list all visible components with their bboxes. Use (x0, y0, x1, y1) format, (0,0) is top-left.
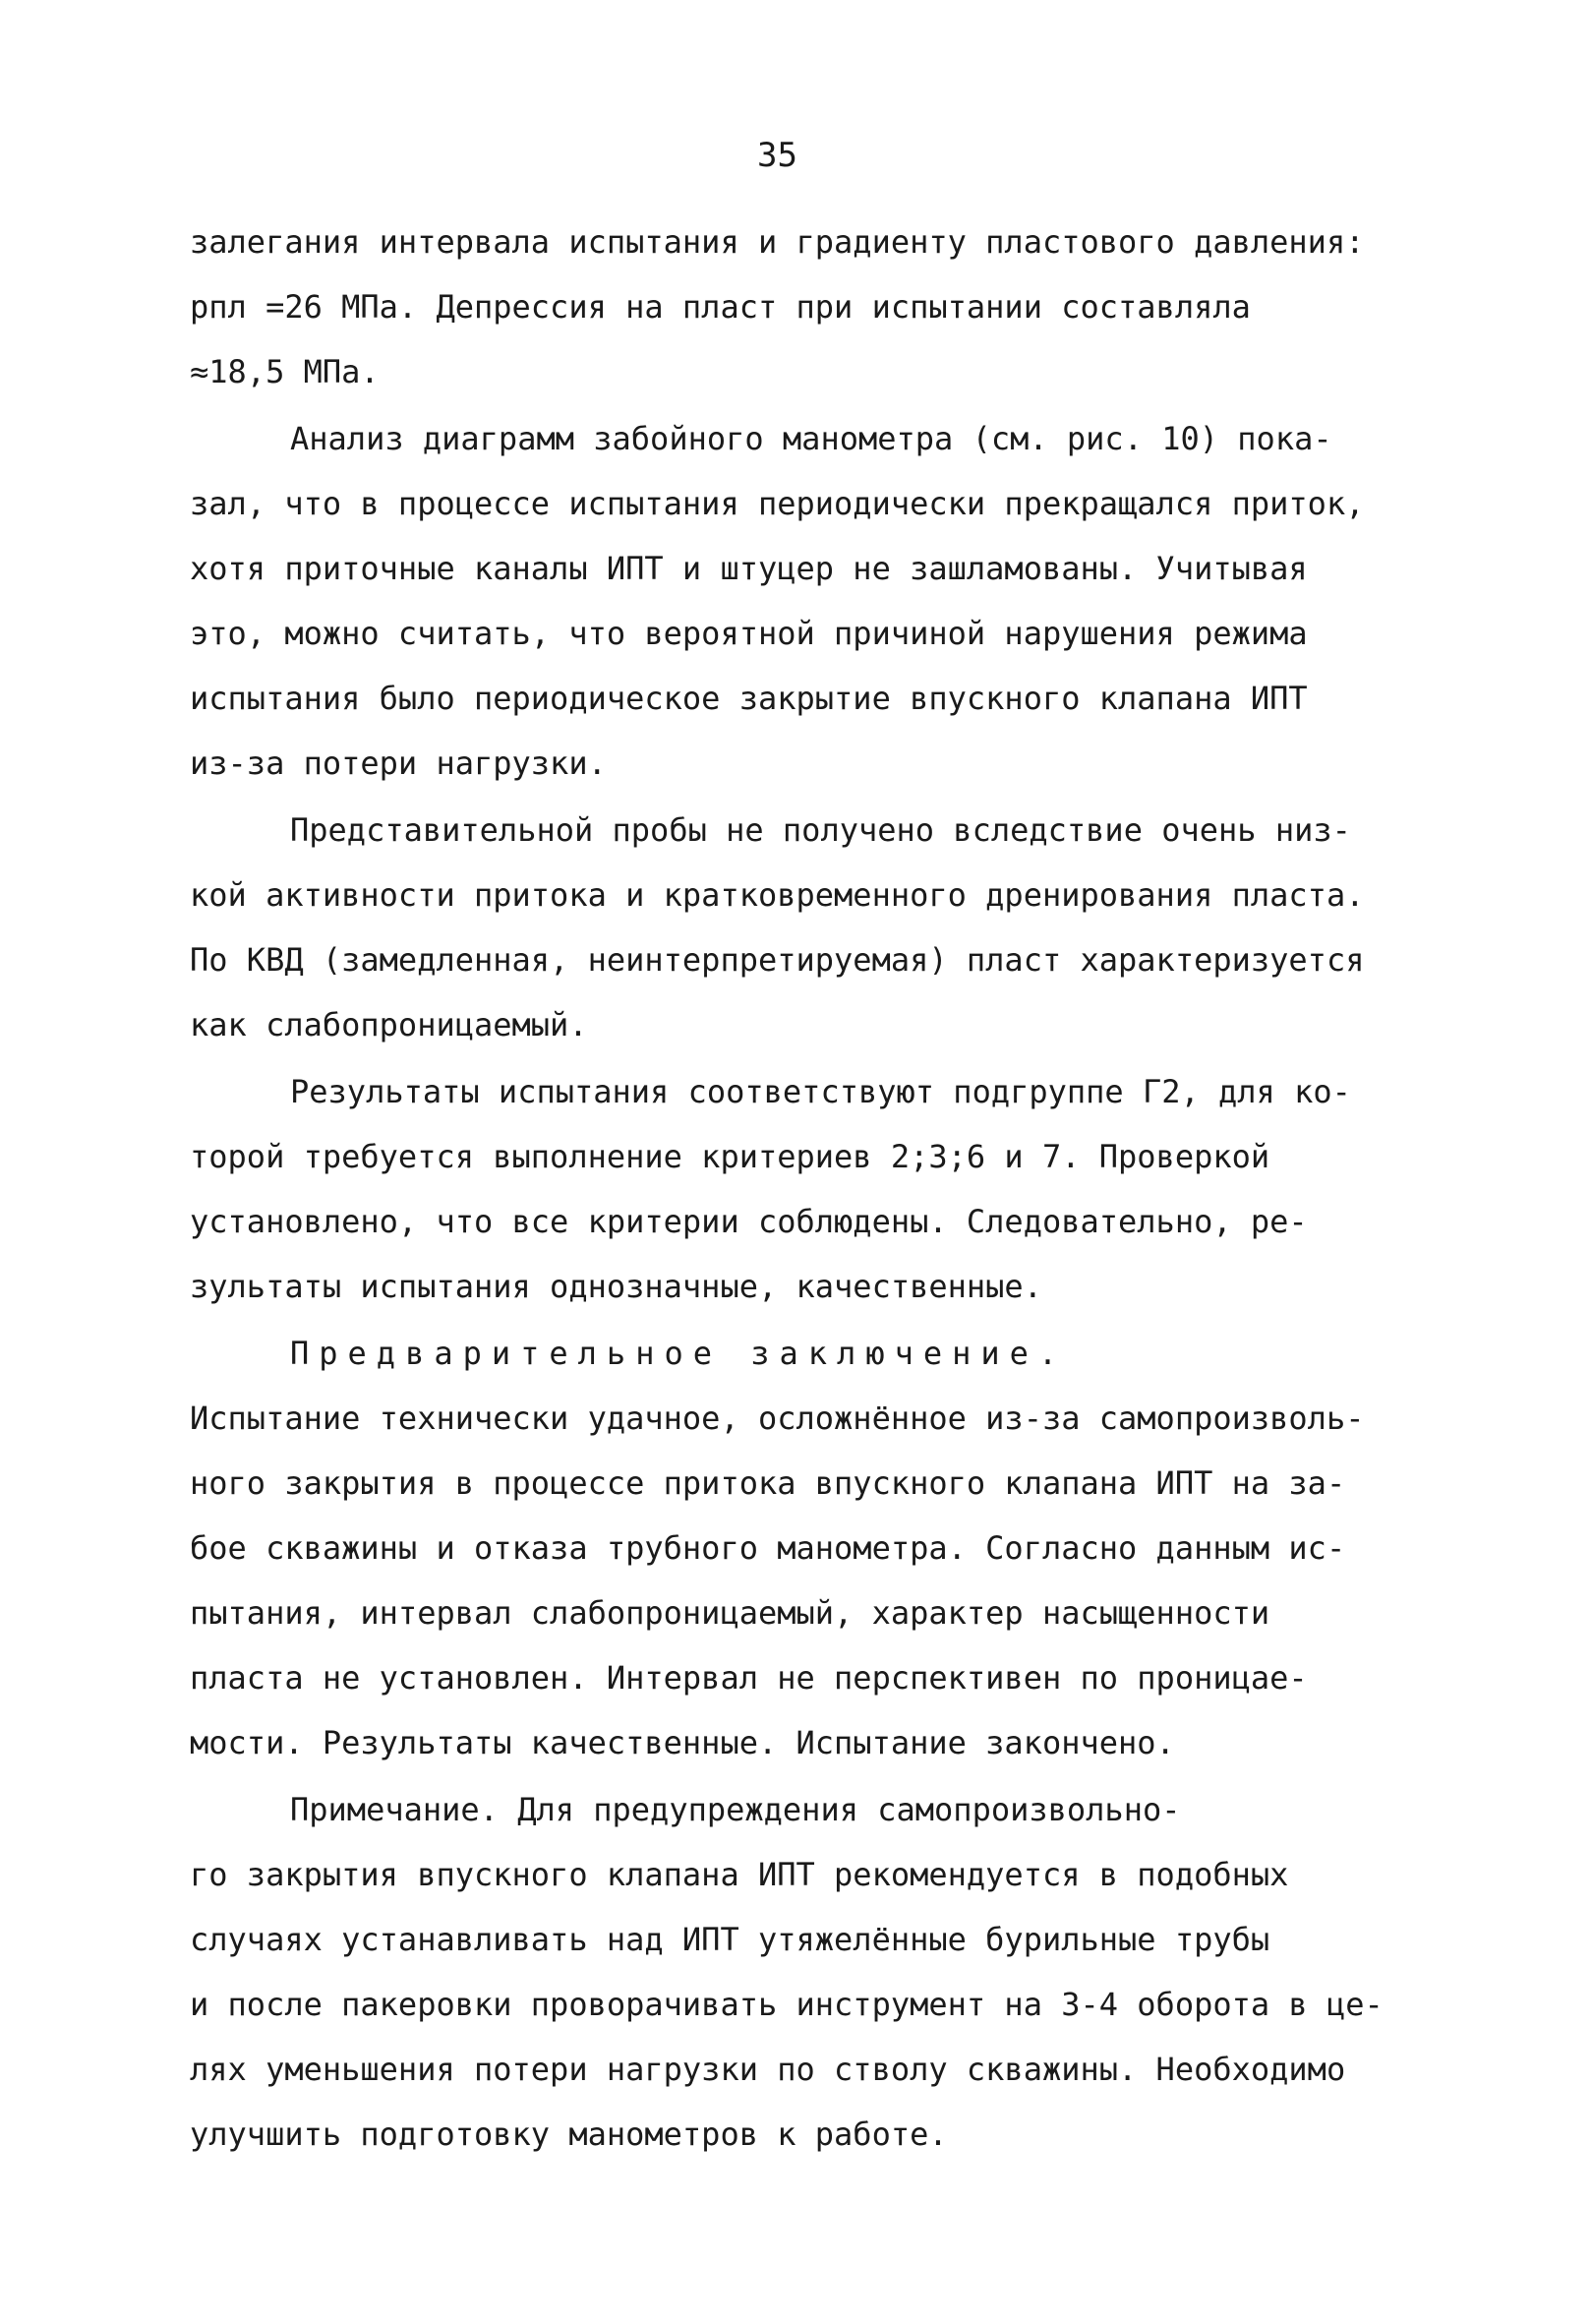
text-line: как слабопроницаемый. (190, 1006, 588, 1043)
text-line: зал, что в процессе испытания периодически прекращался приток, (190, 485, 1365, 522)
text-line: Анализ диаграмм забойного манометра (см. рис. 10) пока- (290, 420, 1332, 457)
text-line: зультаты испытания однозначные, качественные. (190, 1268, 1042, 1305)
text-line: ного закрытия в процессе притока впускного клапана ИПТ на за- (190, 1464, 1346, 1502)
text-line: и после пакеровки проворачивать инструмент на 3-4 оборота в це- (190, 1986, 1384, 2023)
text-line: торой требуется выполнение критериев 2;3;6 и 7. Проверкой (190, 1138, 1270, 1175)
text-line: хотя приточные каналы ИПТ и штуцер не зашламованы. Учитывая (190, 550, 1308, 587)
text-line: pпл =26 МПа. Депрессия на пласт при испытании составляла (190, 288, 1251, 326)
text-line: го закрытия впускного клапана ИПТ рекомендуется в подобных (190, 1856, 1289, 1893)
text-line: лях уменьшения потери нагрузки по стволу скважины. Необходимо (190, 2051, 1346, 2088)
text-line: из-за потери нагрузки. (190, 745, 607, 782)
text-line: испытания было периодическое закрытие впускного клапана ИПТ (190, 680, 1308, 717)
text-line: По КВД (замедленная, неинтерпретируемая) пласт характеризуется (190, 941, 1365, 979)
text-line: пытания, интервал слабопроницаемый, характер насыщенности (190, 1594, 1270, 1632)
text-line: пласта не установлен. Интервал не перспективен по проницае- (190, 1659, 1308, 1697)
text-line: мости. Результаты качественные. Испытание закончено. (190, 1724, 1175, 1761)
text-line: случаях устанавливать над ИПТ утяжелённые бурильные трубы (190, 1921, 1270, 1958)
text-line: Испытание технически удачное, осложнённое из-за самопроизволь- (190, 1400, 1365, 1437)
text-line: Результаты испытания соответствуют подгруппе Г2, для ко- (290, 1073, 1351, 1110)
section-heading: Предварительное заключение. (290, 1335, 1068, 1372)
text-line: это, можно считать, что вероятной причиной нарушения режима (190, 615, 1308, 652)
text-line: кой активности притока и кратковременного дренирования пласта. (190, 876, 1365, 914)
text-line: улучшить подготовку манометров к работе. (190, 2115, 948, 2153)
note-line: Примечание. Для предупреждения самопроизвольно- (290, 1791, 1181, 1828)
text-line: ≈18,5 МПа. (190, 353, 380, 390)
text-line: Представительной пробы не получено вследствие очень низ- (290, 811, 1351, 849)
text-line: залегания интервала испытания и градиенту пластового давления: (190, 223, 1365, 261)
text-line: установлено, что все критерии соблюдены. Следовательно, ре- (190, 1203, 1308, 1240)
text-line: бое скважины и отказа трубного манометра. Согласно данным ис- (190, 1529, 1346, 1567)
page-number: 35 (757, 136, 797, 175)
